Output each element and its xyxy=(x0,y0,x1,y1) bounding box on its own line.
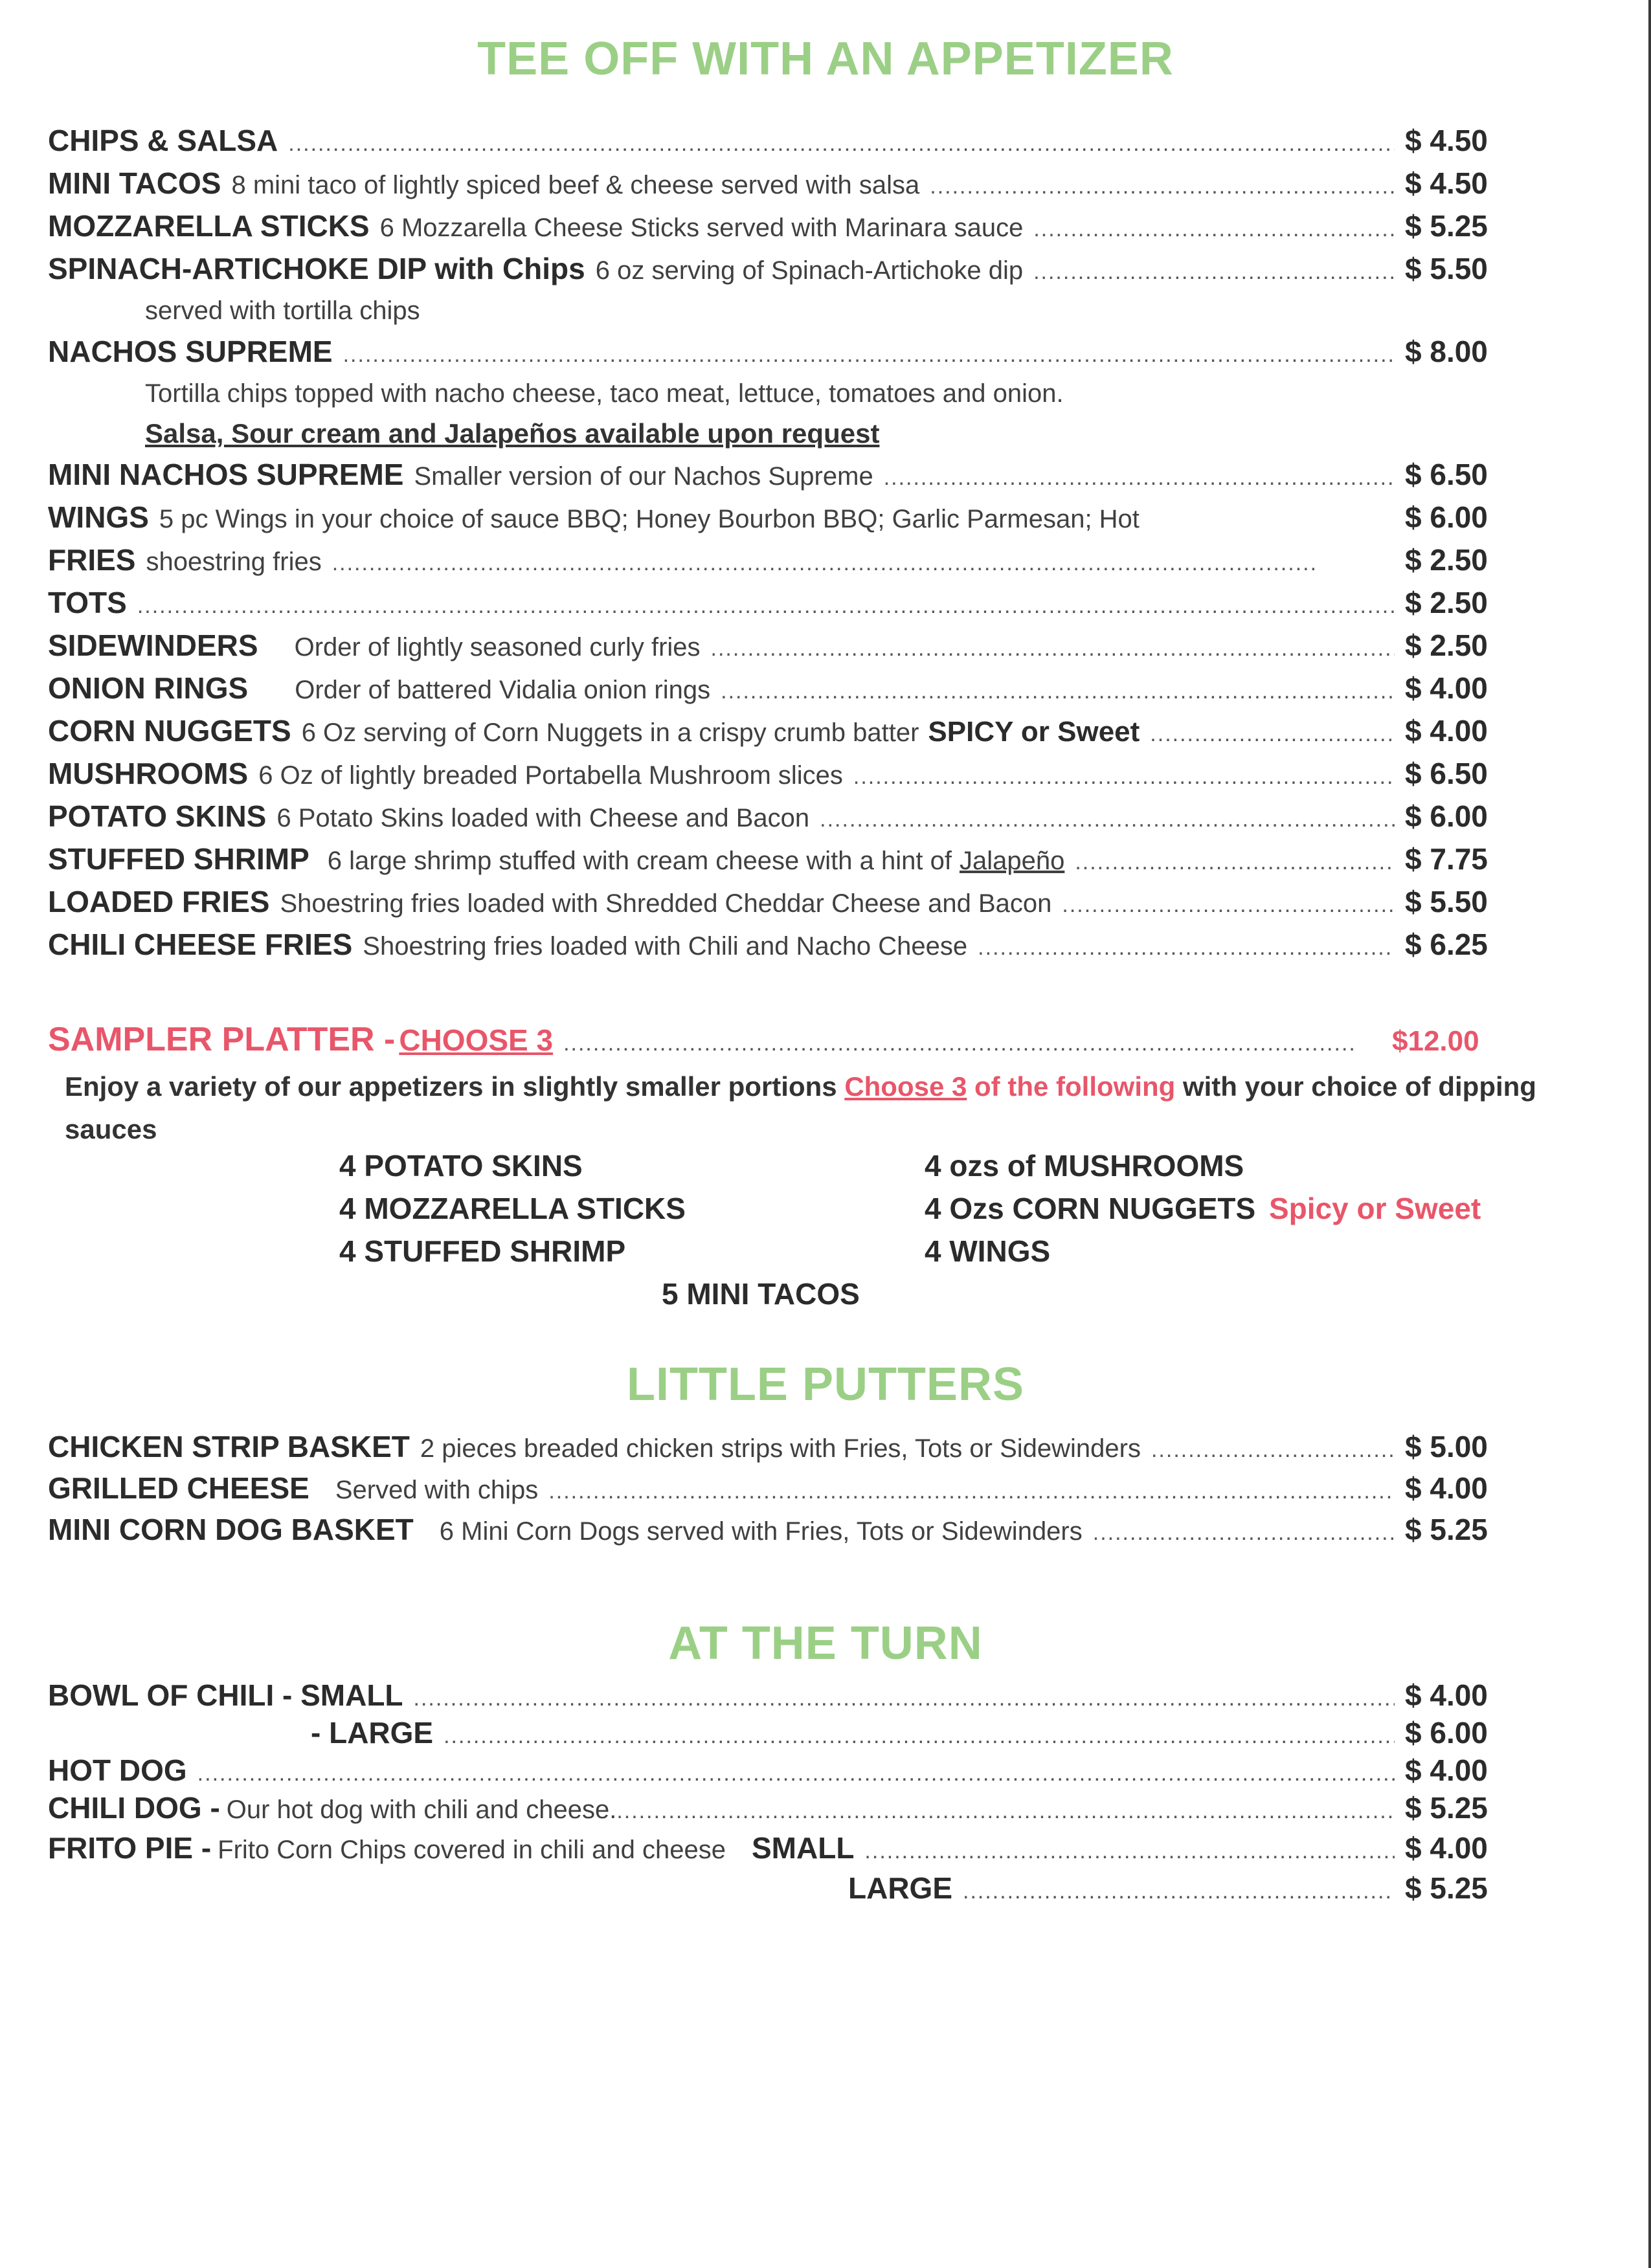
item-price: $ 5.25 xyxy=(1405,1791,1488,1825)
item-note: Salsa, Sour cream and Jalapeños available upon request xyxy=(145,418,880,449)
item-price: $ 6.50 xyxy=(1405,458,1488,491)
menu-item xyxy=(48,123,1502,166)
item-description: 6 Mini Corn Dogs served with Fries, Tots or Sidewinders xyxy=(439,1517,1083,1546)
item-price: $ 4.50 xyxy=(1405,124,1488,157)
item-name: WINGS xyxy=(48,500,149,534)
sampler-intro-following: of the following xyxy=(974,1071,1176,1102)
menu-item xyxy=(48,1830,1502,1869)
item-description: 8 mini taco of lightly spiced beef & cheese served with salsa xyxy=(231,171,920,199)
menu-item xyxy=(48,671,1502,713)
item-price: $ 5.50 xyxy=(1405,252,1488,285)
menu-item xyxy=(48,208,1502,251)
item-name: CHICKEN STRIP BASKET xyxy=(48,1430,410,1463)
sampler-option-label: 4 Ozs CORN NUGGETS xyxy=(925,1192,1256,1225)
item-price: $ 4.00 xyxy=(1405,1753,1488,1787)
menu-item xyxy=(48,1512,1502,1555)
menu-item xyxy=(48,166,1502,208)
sampler-name: SAMPLER PLATTER - xyxy=(48,1021,396,1058)
item-name: CORN NUGGETS xyxy=(48,714,291,748)
item-price: $ 6.00 xyxy=(1405,1716,1488,1750)
item-name: HOT DOG xyxy=(48,1753,187,1787)
item-price: $ 6.00 xyxy=(1405,799,1488,833)
menu-item xyxy=(848,1871,1502,1909)
item-name: MOZZARELLA STICKS xyxy=(48,209,370,243)
item-size: LARGE xyxy=(848,1871,952,1905)
item-name: CHILI CHEESE FRIES xyxy=(48,928,353,961)
dot-leader xyxy=(721,679,1395,704)
item-price: $ 6.00 xyxy=(1405,500,1488,534)
dot-leader xyxy=(548,1479,1395,1504)
item-name: CHILI DOG - xyxy=(48,1791,220,1825)
item-size: SMALL xyxy=(752,1831,855,1865)
item-description: 6 large shrimp stuffed with cream cheese with a hint of xyxy=(327,847,952,875)
item-name: CHIPS & SALSA xyxy=(48,124,278,157)
item-name: TOTS xyxy=(48,586,127,619)
item-price: $ 6.25 xyxy=(1405,928,1488,961)
item-description: Served with chips xyxy=(335,1476,539,1504)
item-description: 6 oz serving of Spinach-Artichoke dip xyxy=(595,256,1024,285)
item-price: $ 5.25 xyxy=(1405,1513,1488,1546)
menu-item xyxy=(48,542,1502,585)
dot-leader xyxy=(853,764,1395,790)
item-price: $ 8.00 xyxy=(1405,335,1488,368)
item-description: Shoestring fries loaded with Chili and Nacho Cheese xyxy=(363,932,968,961)
menu-item xyxy=(48,500,1502,542)
item-description: 6 Potato Skins loaded with Cheese and Bacon xyxy=(276,804,810,832)
menu-item xyxy=(48,251,1502,294)
dot-leader xyxy=(137,594,1395,619)
item-name: FRIES xyxy=(48,543,136,577)
sampler-intro-text: Enjoy a variety of our appetizers in slightly smaller portions xyxy=(65,1071,837,1102)
menu-item xyxy=(48,1790,1502,1829)
sampler-option: 4 ozs of MUSHROOMS xyxy=(925,1149,1244,1183)
item-name: SPINACH-ARTICHOKE DIP with Chips xyxy=(48,252,585,285)
item-name: FRITO PIE - xyxy=(48,1831,212,1865)
item-price: $ 5.25 xyxy=(1405,209,1488,243)
item-price: $ 7.75 xyxy=(1405,842,1488,876)
menu-item xyxy=(48,457,1502,500)
item-description: shoestring fries xyxy=(146,548,322,576)
item-description-underlined: Jalapeño xyxy=(959,847,1065,875)
item-name: MINI TACOS xyxy=(48,166,221,200)
menu-item xyxy=(48,884,1502,927)
item-name: MINI CORN DOG BASKET xyxy=(48,1513,414,1546)
item-subdescription: served with tortilla chips xyxy=(145,296,420,325)
menu-item xyxy=(48,1429,1502,1472)
dot-leader xyxy=(288,131,1395,157)
dot-leader xyxy=(197,1761,1395,1786)
item-name: BOWL OF CHILI - SMALL xyxy=(48,1678,403,1712)
item-name: LOADED FRIES xyxy=(48,885,270,918)
item-price: $ 4.00 xyxy=(1405,1471,1488,1505)
menu-item xyxy=(48,799,1502,841)
sampler-price: $12.00 xyxy=(1392,1025,1479,1057)
at-the-turn-title: AT THE TURN xyxy=(668,1618,983,1669)
item-price: $ 5.00 xyxy=(1405,1430,1488,1463)
item-description: Smaller version of our Nachos Supreme xyxy=(414,462,873,491)
dot-leader xyxy=(711,636,1395,662)
dot-leader xyxy=(332,551,1314,576)
dot-leader xyxy=(343,342,1395,368)
sampler-platter xyxy=(48,1020,1502,1068)
item-description: Order of lightly seasoned curly fries xyxy=(294,633,701,662)
item-name: SIDEWINDERS xyxy=(48,628,258,662)
sampler-option: 5 MINI TACOS xyxy=(662,1277,860,1311)
dot-leader xyxy=(864,1839,1395,1864)
item-name: - LARGE xyxy=(311,1716,434,1750)
item-name: STUFFED SHRIMP xyxy=(48,842,309,876)
item-price: $ 2.50 xyxy=(1405,628,1488,662)
dot-leader xyxy=(963,1879,1395,1904)
menu-item xyxy=(48,841,1502,884)
menu-item xyxy=(48,756,1502,799)
item-name: MINI NACHOS SUPREME xyxy=(48,458,404,491)
menu-item xyxy=(48,334,1502,377)
dot-leader xyxy=(1075,850,1395,875)
dot-leader xyxy=(1151,1438,1395,1463)
item-price: $ 4.00 xyxy=(1405,714,1488,748)
menu-item xyxy=(48,713,1502,756)
little-putters-title: LITTLE PUTTERS xyxy=(627,1359,1024,1410)
item-name: MUSHROOMS xyxy=(48,757,249,790)
item-description: 6 Mozzarella Cheese Sticks served with Marinara sauce xyxy=(379,214,1024,242)
item-price: $ 4.50 xyxy=(1405,166,1488,200)
dot-leader xyxy=(444,1724,1395,1749)
dot-leader xyxy=(820,807,1395,832)
item-price: $ 5.25 xyxy=(1405,1871,1488,1905)
item-price: $ 4.00 xyxy=(1405,671,1488,705)
sampler-intro-choose: Choose 3 xyxy=(844,1071,967,1102)
item-description: Frito Corn Chips covered in chili and cheese xyxy=(218,1836,726,1864)
page-edge xyxy=(1648,0,1651,2268)
item-price: $ 4.00 xyxy=(1405,1831,1488,1865)
menu-item xyxy=(48,585,1502,628)
sampler-intro-dipping: with your choice of dipping sauces xyxy=(65,1071,1536,1144)
item-description: Order of battered Vidalia onion rings xyxy=(295,676,711,704)
item-price: $ 5.50 xyxy=(1405,885,1488,918)
dot-leader xyxy=(1033,260,1395,285)
item-description: 5 pc Wings in your choice of sauce BBQ; Honey Bourbon BBQ; Garlic Parmesan; Hot xyxy=(159,505,1140,533)
item-subdescription: Tortilla chips topped with nacho cheese, taco meat, lettuce, tomatoes and onion. xyxy=(145,379,1064,408)
item-description: 6 Oz of lightly breaded Portabella Mushroom slices xyxy=(258,761,843,790)
item-name: POTATO SKINS xyxy=(48,799,267,833)
dot-leader xyxy=(563,1031,1353,1056)
sampler-option xyxy=(925,1191,1481,1226)
item-description: 6 Oz serving of Corn Nuggets in a crispy crumb batter xyxy=(301,718,919,747)
item-name: NACHOS SUPREME xyxy=(48,335,333,368)
dot-leader xyxy=(884,465,1395,491)
sampler-intro xyxy=(65,1065,1541,1151)
dot-leader xyxy=(616,1799,1395,1824)
dot-leader xyxy=(978,935,1395,961)
dot-leader xyxy=(1150,722,1395,747)
item-price: $ 4.00 xyxy=(1405,1678,1488,1712)
item-description: Our hot dog with chili and cheese. xyxy=(226,1796,617,1824)
item-description: 2 pieces breaded chicken strips with Fries, Tots or Sidewinders xyxy=(420,1434,1141,1463)
menu-item xyxy=(48,628,1502,671)
dot-leader xyxy=(930,174,1395,199)
sampler-option: 4 WINGS xyxy=(925,1234,1051,1268)
sampler-option: 4 STUFFED SHRIMP xyxy=(339,1234,626,1268)
menu-item xyxy=(48,1715,1502,1754)
item-description: Shoestring fries loaded with Shredded Cheddar Cheese and Bacon xyxy=(280,889,1052,918)
dot-leader xyxy=(1062,893,1395,918)
item-price: $ 2.50 xyxy=(1405,586,1488,619)
menu-item xyxy=(48,1678,1502,1717)
item-price: $ 6.50 xyxy=(1405,757,1488,790)
menu-item xyxy=(48,1753,1502,1792)
item-price: $ 2.50 xyxy=(1405,543,1488,577)
item-name: GRILLED CHEESE xyxy=(48,1471,309,1505)
menu-item xyxy=(48,1471,1502,1513)
menu-item xyxy=(48,927,1502,970)
sampler-option-spicy-sweet: Spicy or Sweet xyxy=(1268,1192,1481,1225)
dot-leader xyxy=(414,1686,1395,1711)
dot-leader xyxy=(1033,217,1395,242)
sampler-option: 4 MOZZARELLA STICKS xyxy=(339,1192,686,1225)
dot-leader xyxy=(1093,1520,1395,1546)
sampler-choose: CHOOSE 3 xyxy=(399,1023,554,1057)
item-highlight: SPICY or Sweet xyxy=(928,716,1140,748)
item-name: ONION RINGS xyxy=(48,671,249,705)
sampler-option: 4 POTATO SKINS xyxy=(339,1149,583,1183)
appetizers-title: TEE OFF WITH AN APPETIZER xyxy=(477,33,1174,85)
